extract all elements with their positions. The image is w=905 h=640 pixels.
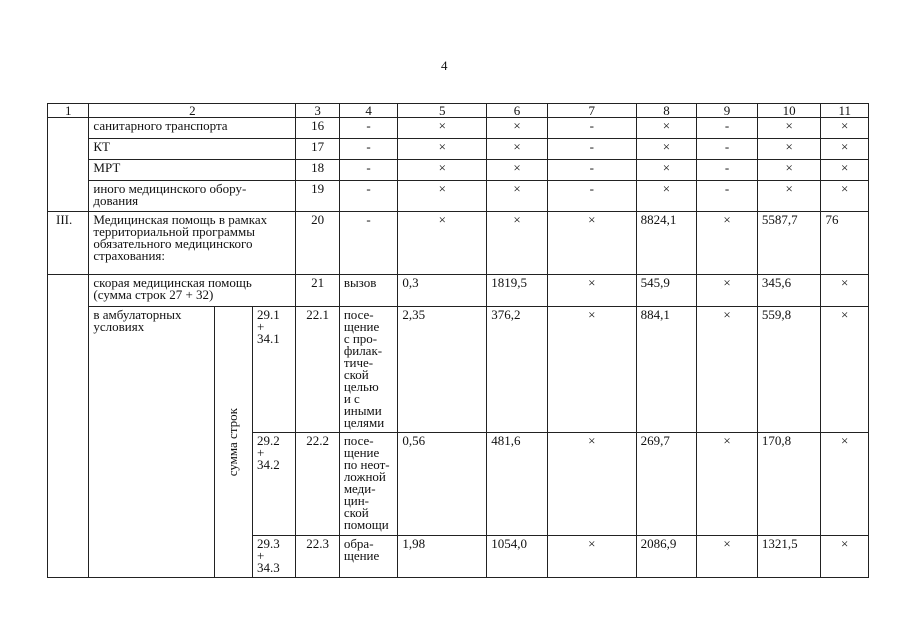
- cell-c10: 559,8: [757, 307, 821, 433]
- sum-cell: 29.3 + 34.3: [252, 536, 295, 578]
- row-name: иного медицинского обору- дования: [89, 181, 296, 212]
- line-number: 16: [296, 118, 339, 139]
- cell-col8: 8824,1: [636, 212, 697, 275]
- vertical-label-text: сумма строк: [225, 407, 241, 477]
- line-number: 22.3: [296, 536, 339, 578]
- cell-unit: -: [339, 160, 398, 181]
- cell-col9: -: [697, 139, 758, 160]
- table-row: [48, 118, 869, 139]
- header-cell: 7: [547, 104, 636, 118]
- cell-c8: 884,1: [636, 307, 697, 433]
- cell-c7: ×: [547, 275, 636, 307]
- cell-c6: 481,6: [487, 433, 548, 536]
- cell-c5: 0,56: [398, 433, 487, 536]
- cell-c10: 345,6: [757, 275, 821, 307]
- line-number: 21: [296, 275, 339, 307]
- table-row: [48, 275, 869, 307]
- cell-unit: посе- щение с про- филак- тиче- ской целью и с иными целями: [339, 307, 398, 433]
- sum-cell: 29.1 + 34.1: [252, 307, 295, 433]
- cell-unit: -: [339, 118, 398, 139]
- section-num-cell: [48, 275, 89, 578]
- cell-c11: ×: [821, 275, 869, 307]
- cell-col11: ×: [821, 139, 869, 160]
- cell-c9: ×: [697, 433, 758, 536]
- cell-c7: ×: [547, 536, 636, 578]
- cell-unit: -: [339, 212, 398, 275]
- row-name: МРТ: [89, 160, 296, 181]
- cell-unit: обра- щение: [339, 536, 398, 578]
- header-cell: 11: [821, 104, 869, 118]
- cell-c7: ×: [547, 307, 636, 433]
- header-cell: 6: [487, 104, 548, 118]
- table-row: [48, 212, 869, 275]
- header-cell: 2: [89, 104, 296, 118]
- header-cell: 10: [757, 104, 821, 118]
- cell-c10: 1321,5: [757, 536, 821, 578]
- line-number: 22.2: [296, 433, 339, 536]
- cell-unit: -: [339, 139, 398, 160]
- cell-col8: ×: [636, 160, 697, 181]
- cell-col11: ×: [821, 160, 869, 181]
- vertical-label: [215, 408, 252, 476]
- row-name: в амбулаторных условиях: [89, 307, 214, 578]
- cell-col9: -: [697, 160, 758, 181]
- header-cell: 9: [697, 104, 758, 118]
- section-num-cell: III.: [48, 212, 89, 275]
- cell-c5: 0,3: [398, 275, 487, 307]
- cell-col11: ×: [821, 118, 869, 139]
- cell-col7: ×: [547, 212, 636, 275]
- cell-col10: ×: [757, 118, 821, 139]
- line-number: 22.1: [296, 307, 339, 433]
- cell-col6: ×: [487, 160, 548, 181]
- row-name: Медицинская помощь в рамках территориальной программы обязательного медицинского страхования:: [89, 212, 296, 275]
- cell-col5: ×: [398, 181, 487, 212]
- cell-col7: -: [547, 181, 636, 212]
- cell-col9: -: [697, 118, 758, 139]
- cell-col10: ×: [757, 139, 821, 160]
- cell-col10: ×: [757, 160, 821, 181]
- section-num-cell: [48, 118, 89, 212]
- cell-c6: 1054,0: [487, 536, 548, 578]
- sum-cell: 29.2 + 34.2: [252, 433, 295, 536]
- cell-col8: ×: [636, 118, 697, 139]
- vertical-label-cell: [214, 307, 252, 578]
- header-cell: 4: [339, 104, 398, 118]
- page-number: 4: [441, 58, 448, 73]
- cell-c8: 269,7: [636, 433, 697, 536]
- cell-c9: ×: [697, 536, 758, 578]
- cell-c11: ×: [821, 307, 869, 433]
- cell-col6: ×: [487, 212, 548, 275]
- cell-col10: ×: [757, 181, 821, 212]
- header-cell: 8: [636, 104, 697, 118]
- cell-col11: 76: [821, 212, 869, 275]
- cell-c9: ×: [697, 307, 758, 433]
- cell-col7: -: [547, 160, 636, 181]
- cell-c8: 545,9: [636, 275, 697, 307]
- cell-c6: 376,2: [487, 307, 548, 433]
- line-number: 17: [296, 139, 339, 160]
- cell-c10: 170,8: [757, 433, 821, 536]
- cell-col6: ×: [487, 139, 548, 160]
- header-cell: 5: [398, 104, 487, 118]
- row-name: скорая медицинская помощь (сумма строк 27 + 32): [89, 275, 296, 307]
- cell-c6: 1819,5: [487, 275, 548, 307]
- table-row: [48, 139, 869, 160]
- row-name: КТ: [89, 139, 296, 160]
- line-number: 18: [296, 160, 339, 181]
- cell-c9: ×: [697, 275, 758, 307]
- data-table: [47, 103, 869, 578]
- cell-unit: вызов: [339, 275, 398, 307]
- header-cell: 3: [296, 104, 339, 118]
- header-row: [48, 104, 869, 118]
- cell-col5: ×: [398, 212, 487, 275]
- cell-c11: ×: [821, 536, 869, 578]
- cell-col7: -: [547, 139, 636, 160]
- table-row: [48, 181, 869, 212]
- cell-c7: ×: [547, 433, 636, 536]
- cell-unit: -: [339, 181, 398, 212]
- cell-col5: ×: [398, 118, 487, 139]
- table-row: [48, 307, 869, 433]
- cell-col9: ×: [697, 212, 758, 275]
- cell-col8: ×: [636, 139, 697, 160]
- cell-col5: ×: [398, 139, 487, 160]
- cell-col6: ×: [487, 118, 548, 139]
- line-number: 19: [296, 181, 339, 212]
- cell-col8: ×: [636, 181, 697, 212]
- cell-col6: ×: [487, 181, 548, 212]
- cell-unit: посе- щение по неот- ложной меди- цин- ской помощи: [339, 433, 398, 536]
- cell-col11: ×: [821, 181, 869, 212]
- line-number: 20: [296, 212, 339, 275]
- cell-c5: 2,35: [398, 307, 487, 433]
- cell-col5: ×: [398, 160, 487, 181]
- cell-c8: 2086,9: [636, 536, 697, 578]
- cell-col7: -: [547, 118, 636, 139]
- cell-c11: ×: [821, 433, 869, 536]
- cell-col9: -: [697, 181, 758, 212]
- row-name: санитарного транспорта: [89, 118, 296, 139]
- cell-col10: 5587,7: [757, 212, 821, 275]
- header-cell: 1: [48, 104, 89, 118]
- table-row: [48, 160, 869, 181]
- cell-c5: 1,98: [398, 536, 487, 578]
